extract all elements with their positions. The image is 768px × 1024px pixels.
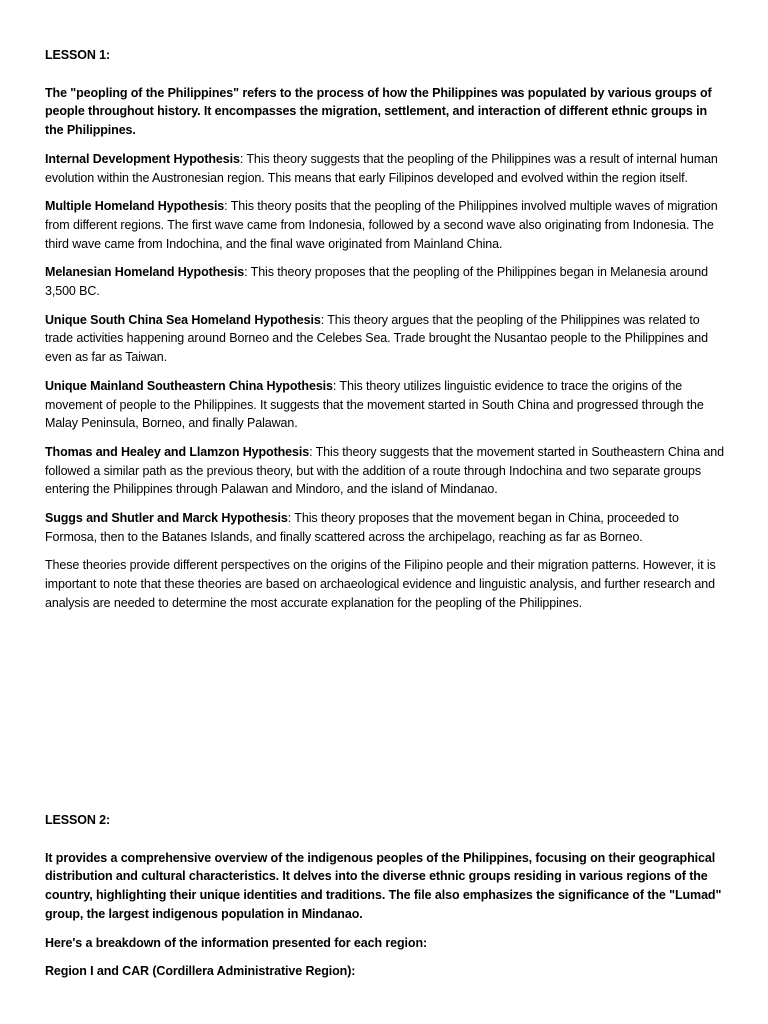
theory-melanesian-homeland bbox=[45, 263, 726, 300]
theory-text: : This theory argues that the peopling of the Philippines was related to trade activities happening around Borneo and the Celebes Sea. Trade brought the Nusantao people to the Philippines and even as far as Taiwan. bbox=[45, 312, 708, 365]
theory-suggs-shutler-marck bbox=[45, 509, 726, 546]
lesson-2-section bbox=[45, 811, 726, 991]
theory-thomas-healey-llamzon bbox=[45, 443, 726, 499]
theory-internal-development bbox=[45, 150, 726, 187]
theory-term: Thomas and Healey and Llamzon Hypothesis bbox=[45, 444, 310, 459]
theory-term: Unique South China Sea Homeland Hypothesis bbox=[45, 312, 321, 327]
lesson-2-breakdown: Here's a breakdown of the information presented for each region: bbox=[45, 935, 428, 950]
lesson-1-section bbox=[45, 46, 726, 613]
region-heading: Region I and CAR (Cordillera Administrative Region): bbox=[45, 964, 356, 979]
theory-term: Melanesian Homeland Hypothesis bbox=[45, 265, 245, 280]
lesson-1-intro: The "peopling of the Philippines" refers to the process of how the Philippines was populated by various groups of people throughout history. It encompasses the migration, settlement, and interaction of different ethnic groups in the Philippines. bbox=[45, 85, 712, 138]
lesson-2-intro: It provides a comprehensive overview of the indigenous peoples of the Philippines, focusing on their geographical distribution and cultural characteristics. It delves into the diverse ethnic groups residing in various regions of the country, highlighting their unique identities and traditions. The file also emphasizes the significance of the "Lumad" group, the largest indigenous population in Mindanao. bbox=[45, 850, 722, 921]
theory-text: : This theory utilizes linguistic evidence to trace the origins of the movement of people to the Philippines. It suggests that the movement started in South China and progressed through the Malay Peninsula, Borneo, and finally Palawan. bbox=[45, 378, 704, 431]
lesson-1-conclusion: These theories provide different perspectives on the origins of the Filipino people and their migration patterns. However, it is important to note that these theories are based on archaeological evidence and linguistic analysis, and further research and analysis are needed to determine the most accurate explanation for the peopling of the Philippines. bbox=[45, 558, 716, 610]
theory-term: Internal Development Hypothesis bbox=[45, 151, 240, 166]
theory-south-china-sea bbox=[45, 311, 726, 367]
lesson-1-heading: LESSON 1: bbox=[45, 48, 111, 62]
theory-term: Suggs and Shutler and Marck Hypothesis bbox=[45, 511, 288, 526]
theory-text: : This theory posits that the peopling of the Philippines involved multiple waves of migration from different regions. The first wave came from Indonesia, followed by a second wave also originating from Indonesia. The third wave came from Indochina, and the final wave originated from Mainland China. bbox=[45, 199, 718, 251]
theory-term: Unique Mainland Southeastern China Hypothesis bbox=[45, 378, 333, 393]
theory-multiple-homeland bbox=[45, 197, 726, 253]
lesson-2-heading: LESSON 2: bbox=[45, 813, 111, 827]
theory-text: : This theory suggests that the peopling of the Philippines was a result of internal human evolution within the Austronesian region. This means that early Filipinos developed and evolved within the region itself. bbox=[45, 151, 718, 185]
theory-text: : This theory proposes that the movement began in China, proceeded to Formosa, then to the Batanes Islands, and finally scattered across the archipelago, reaching as far as Borneo. bbox=[45, 511, 679, 544]
theory-text: : This theory suggests that the movement started in Southeastern China and followed a similar path as the previous theory, but with the addition of a route through Indochina and two separate groups entering the Philippines through Palawan and Mindoro, and the island of Mindanao. bbox=[45, 444, 724, 497]
theory-mainland-southeastern-china bbox=[45, 377, 726, 433]
theory-term: Multiple Homeland Hypothesis bbox=[45, 199, 225, 214]
theory-text: : This theory proposes that the peopling of the Philippines began in Melanesia around 3,500 BC. bbox=[45, 265, 708, 299]
